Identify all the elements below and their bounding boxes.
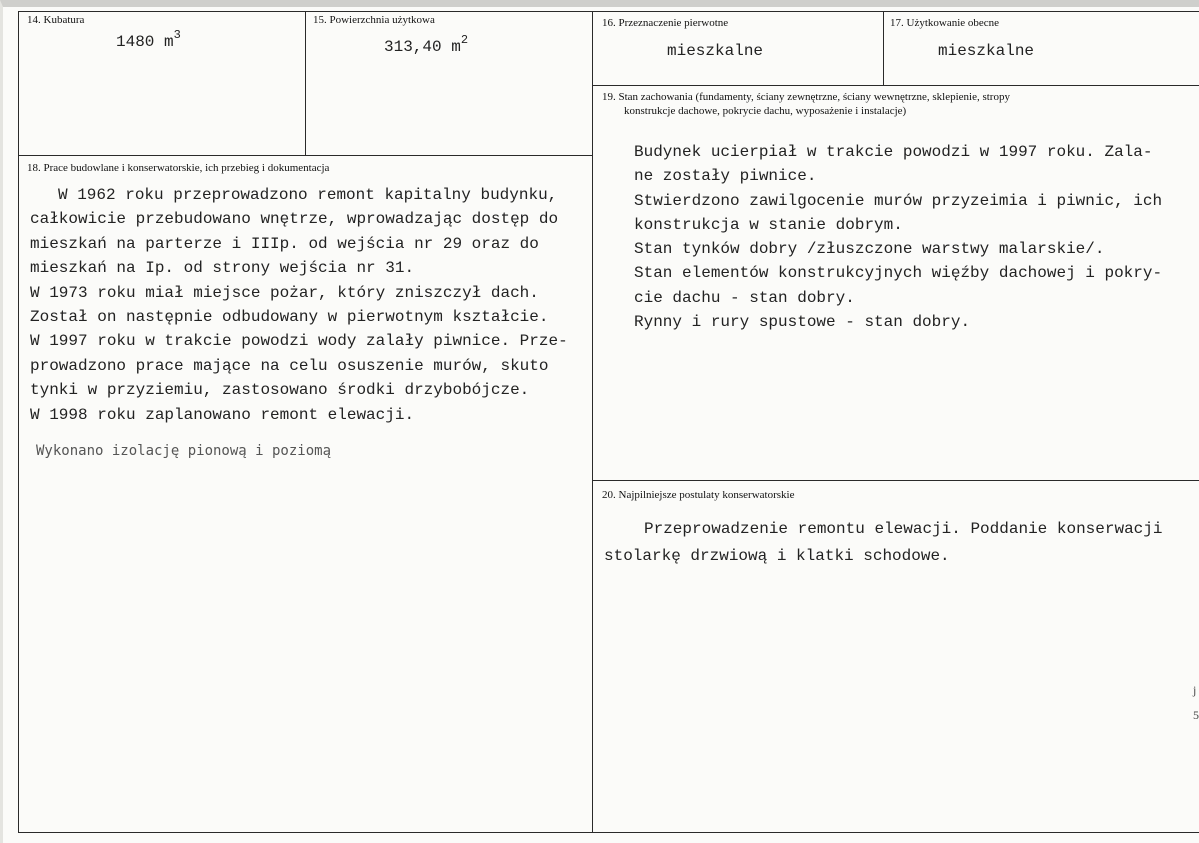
field-19-label-line1: 19. Stan zachowania (fundamenty, ściany zewnętrzne, ściany wewnętrzne, sklepienie, stropy bbox=[602, 91, 1010, 103]
field-19-line: konstrukcja w stanie dobrym. bbox=[634, 215, 903, 234]
field-18-line: całkowicie przebudowano wnętrze, wprowadzając dostęp do bbox=[30, 210, 559, 229]
field-14-label: 14. Kubatura bbox=[27, 14, 85, 26]
field-19-line: Stan elementów konstrukcyjnych więźby dachowej i pokry- bbox=[634, 264, 1163, 283]
divider-14-15 bbox=[305, 11, 306, 155]
field-19-line: Budynek ucierpiał w trakcie powodzi w 1997 roku. Zala- bbox=[634, 143, 1153, 161]
margin-mark: 5 bbox=[1193, 708, 1199, 722]
field-16-label: 16. Przeznaczenie pierwotne bbox=[602, 17, 729, 29]
powierzchnia-value: 313,40 m bbox=[384, 38, 461, 56]
field-19-line: ne zostały piwnice. bbox=[634, 167, 817, 186]
field-18-line: W 1997 roku w trakcie powodzi wody zalały piwnice. Prze- bbox=[30, 332, 568, 351]
field-14-value bbox=[116, 28, 181, 51]
divider-16-17 bbox=[883, 11, 884, 85]
field-19-label bbox=[602, 90, 1187, 118]
powierzchnia-unit-exponent: 2 bbox=[460, 33, 469, 47]
field-18-label: 18. Prace budowlane i konserwatorskie, ich przebieg i dokumentacja bbox=[27, 162, 330, 174]
margin-mark: j bbox=[1193, 683, 1197, 697]
field-17-value: mieszkalne bbox=[938, 42, 1035, 60]
field-18-line: mieszkań na Ip. od strony wejścia nr 31. bbox=[30, 259, 415, 278]
field-17-label: 17. Użytkowanie obecne bbox=[890, 17, 1000, 29]
kubatura-unit-exponent: 3 bbox=[173, 28, 181, 42]
center-divider-line bbox=[592, 11, 593, 833]
top-border-line bbox=[18, 11, 1199, 12]
field-18-line: W 1998 roku zaplanowano remont elewacji. bbox=[30, 405, 415, 424]
row-divider-14-18 bbox=[18, 155, 593, 156]
field-19-line: Stwierdzono zawilgocenie murów przyzeimia i piwnic, ich bbox=[634, 191, 1163, 210]
bottom-border-line bbox=[18, 832, 1199, 833]
field-19-line: Stan tynków dobry /złuszczone warstwy malarskie/. bbox=[634, 240, 1105, 259]
field-18-line: Został on następnie odbudowany w pierwotnym kształcie. bbox=[30, 308, 549, 327]
left-border-line bbox=[18, 11, 19, 833]
field-20-text bbox=[604, 516, 1162, 570]
field-18-line: mieszkań na parterze i IIIp. od wejścia nr 29 oraz do bbox=[30, 234, 539, 253]
field-20-label: 20. Najpilniejsze postulaty konserwatorskie bbox=[602, 489, 795, 501]
field-19-text bbox=[634, 140, 1162, 334]
row-divider-16-19 bbox=[592, 85, 1199, 86]
field-15-label: 15. Powierzchnia użytkowa bbox=[313, 14, 435, 26]
field-20-line: stolarkę drzwiową i klatki schodowe. bbox=[604, 547, 950, 565]
kubatura-value: 1480 m bbox=[116, 33, 174, 51]
field-19-label-line2: konstrukcje dachowe, pokrycie dachu, wyposażenie i instalacje) bbox=[624, 105, 907, 117]
field-18-line: prowadzono prace mające na celu osuszenie murów, skuto bbox=[30, 356, 549, 375]
handwritten-note: Wykonano izolację pionową i poziomą bbox=[36, 443, 332, 459]
field-16-value: mieszkalne bbox=[667, 42, 764, 60]
field-19-line: Rynny i rury spustowe - stan dobry. bbox=[634, 313, 971, 332]
row-divider-19-20 bbox=[592, 480, 1199, 481]
field-19-line: cie dachu - stan dobry. bbox=[634, 288, 855, 307]
field-18-line: W 1962 roku przeprowadzono remont kapitalny budynku, bbox=[58, 186, 558, 204]
field-15-value bbox=[384, 33, 469, 56]
field-18-line: tynki w przyziemiu, zastosowano środki drzybobójcze. bbox=[30, 381, 530, 400]
field-18-text bbox=[30, 183, 568, 427]
field-20-line: Przeprowadzenie remontu elewacji. Poddanie konserwacji bbox=[644, 520, 1163, 538]
field-18-line: W 1973 roku miał miejsce pożar, który zniszczył dach. bbox=[30, 283, 539, 302]
